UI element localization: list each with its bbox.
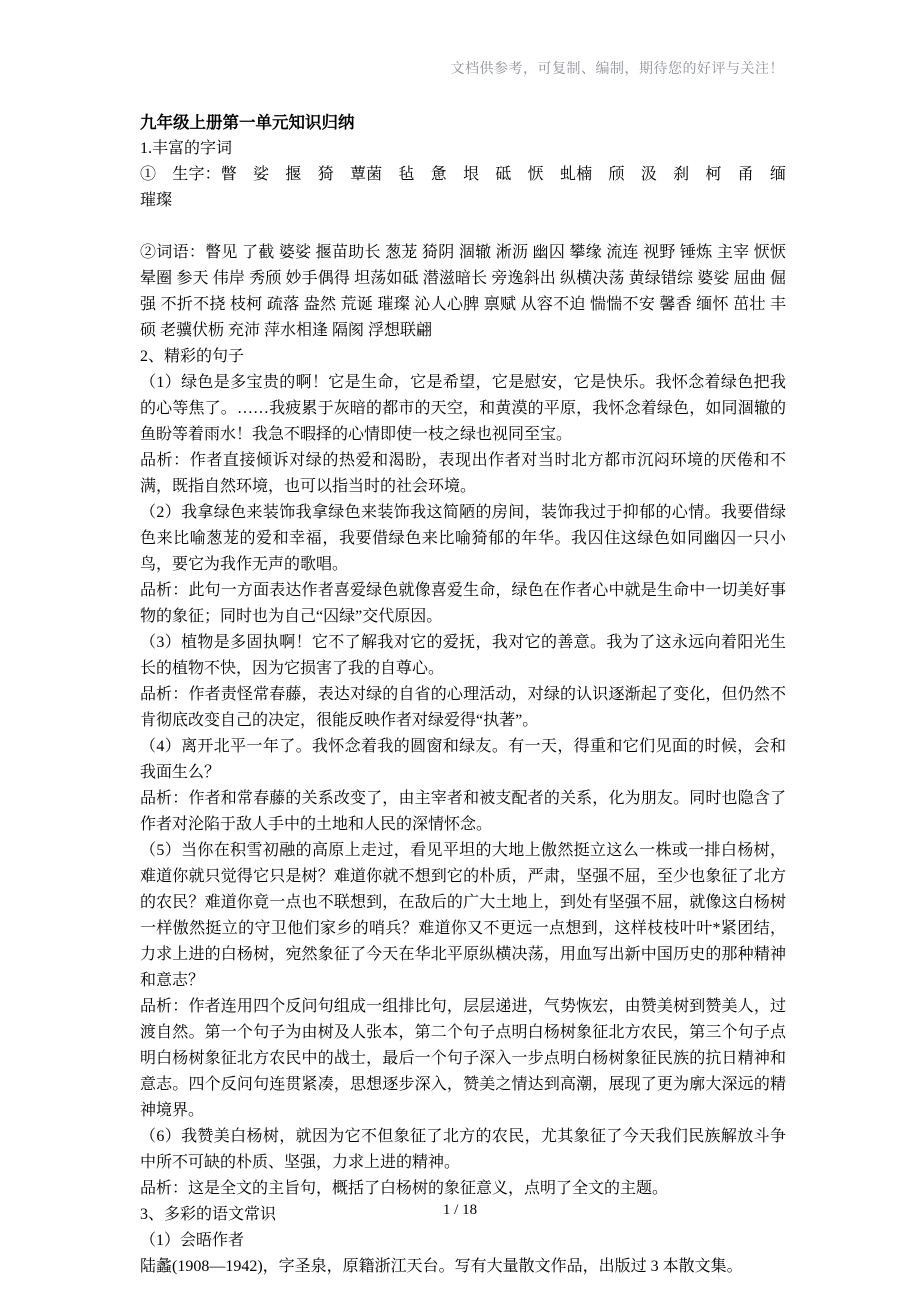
page-number: 1 / 18 bbox=[442, 1202, 478, 1218]
paragraph-analysis-4: 品析：作者和常春藤的关系改变了，由主宰者和被支配者的关系，化为朋友。同时也隐含了作者对沦陷于敌人手中的土地和人民的深情怀念。 bbox=[140, 790, 786, 833]
paragraph-sentence-5: （5）当你在积雪初融的高原上走过，看见平坦的大地上傲然挺立这么一株或一排白杨树，难道你就只觉得它只是树？难道你就不想到它的朴质，严肃，坚强不屈，至少也象征了北方的农民？难道你竟一点也不联想到，在敌后的广大土地上，到处有坚强不屈，就像这白杨树一样傲然挺立的守卫他们家乡的哨兵？难道你又不更远一点想到，这样枝枝叶叶*紧团结，力求上进的白杨树，宛然象征了今天在华北平原纵横决荡，用血写出新中国历史的那种精神和意志？ bbox=[140, 842, 786, 989]
page-footer bbox=[0, 1200, 920, 1220]
paragraph-sentence-6: （6）我赞美白杨树，就因为它不但象征了北方的农民，尤其象征了今天我们民族解放斗争中所不可缺的朴质、坚强，力求上进的精神。 bbox=[140, 1128, 786, 1171]
header-watermark-note: 文档供参考，可复制、编制，期待您的好评与关注！ bbox=[450, 62, 784, 77]
paragraph-blank-line bbox=[140, 214, 786, 240]
paragraph-author-heading: （1）会晤作者 bbox=[140, 1232, 245, 1249]
document-content bbox=[140, 110, 803, 1280]
paragraph-analysis-1: 品析：作者直接倾诉对绿的热爱和渴盼，表现出作者对当时北方都市沉闷环境的厌倦和不满，既指自然环境，也可以指当时的社会环境。 bbox=[140, 452, 786, 495]
paragraph-sentence-1: （1）绿色是多宝贵的啊！它是生命，它是希望，它是慰安，它是快乐。我怀念着绿色把我的心等焦了。……我疲累于灰暗的都市的天空，和黄漠的平原，我怀念着绿色，如同涸辙的鱼盼等着雨水！我急不暇择的心情即使一枝之绿也视同至宝。 bbox=[140, 374, 786, 443]
paragraph-analysis-2: 品析：此句一方面表达作者喜爱绿色就像喜爱生命，绿色在作者心中就是生命中一切美好事物的象征；同时也为自己“囚绿”交代原因。 bbox=[140, 582, 786, 625]
paragraph-analysis-3: 品析：作者责怪常春藤，表达对绿的自省的心理活动，对绿的认识逐渐起了变化，但仍然不肯彻底改变自己的决定，很能反映作者对绿爱得“执著”。 bbox=[140, 686, 786, 729]
paragraph-analysis-5: 品析：作者连用四个反问句组成一组排比句，层层递进，气势恢宏，由赞美树到赞美人，过渡自然。第一个句子为由树及人张本，第二个句子点明白杨树象征北方农民，第三个句子点明白杨树象征北方农民中的战士，最后一个句子深入一步点明白杨树象征民族的抗日精神和意志。四个反问句连贯紧凑，思想逐步深入，赞美之情达到高潮，展现了更为廓大深远的精神境界。 bbox=[140, 998, 786, 1119]
paragraph-sentence-4: （4）离开北平一年了。我怀念着我的圆窗和绿友。有一天，得重和它们见面的时候，会和我面生么？ bbox=[140, 738, 786, 781]
paragraph-section2-heading: 2、精彩的句子 bbox=[140, 348, 245, 365]
document-title: 九年级上册第一单元知识归纳 bbox=[140, 113, 355, 132]
paragraph-section3-heading: 3、多彩的语文常识 bbox=[140, 1206, 277, 1223]
paragraph-characters-list: ① 生字：瞥 娑 揠 猗 蕈菌 毡 惫 垠 砥 恹 虬楠 颀 汲 刹 柯 甬 缅 璀璨 bbox=[140, 166, 803, 209]
paragraph-sentence-2: （2）我拿绿色来装饰我拿绿色来装饰我这简陋的房间，装饰我过于抑郁的心情。我要借绿色来比喻葱茏的爱和幸福，我要借绿色来比喻猗郁的年华。我囚住这绿色如同幽囚一只小鸟，要它为我作无声的歌唱。 bbox=[140, 504, 786, 573]
paragraph-analysis-6: 品析：这是全文的主旨句，概括了白杨树的象征意义，点明了全文的主题。 bbox=[140, 1180, 669, 1197]
paragraph-section1-heading: 1.丰富的字词 bbox=[140, 140, 233, 157]
paragraph-sentence-3: （3）植物是多固执啊！它不了解我对它的爱抚，我对它的善意。我为了这永远向着阳光生长的植物不快，因为它损害了我的自尊心。 bbox=[140, 634, 786, 677]
paragraph-author-intro: 陆蠡(1908—1942)，字圣泉，原籍浙江天台。写有大量散文作品，出版过 3 本散文集。 bbox=[140, 1258, 743, 1275]
paragraph-words-list: ②词语：瞥见 了截 婆娑 揠苗助长 葱茏 猗阴 涸辙 淅沥 幽囚 攀缘 流连 视野 锤炼 主宰 恹恹 晕圈 参天 伟岸 秀颀 妙手偶得 坦荡如砥 潜滋暗长 旁逸斜出 纵横决荡 黄绿错综 婆娑 屈曲 倔强 不折不挠 枝柯 疏落 盎然 荒诞 璀璨 沁人心脾 禀赋 从容不迫 惴惴不安 馨香 缅怀 茁壮 丰硕 老骥伏枥 充沛 萍水相逢 隔阂 浮想联翩 bbox=[140, 244, 786, 339]
